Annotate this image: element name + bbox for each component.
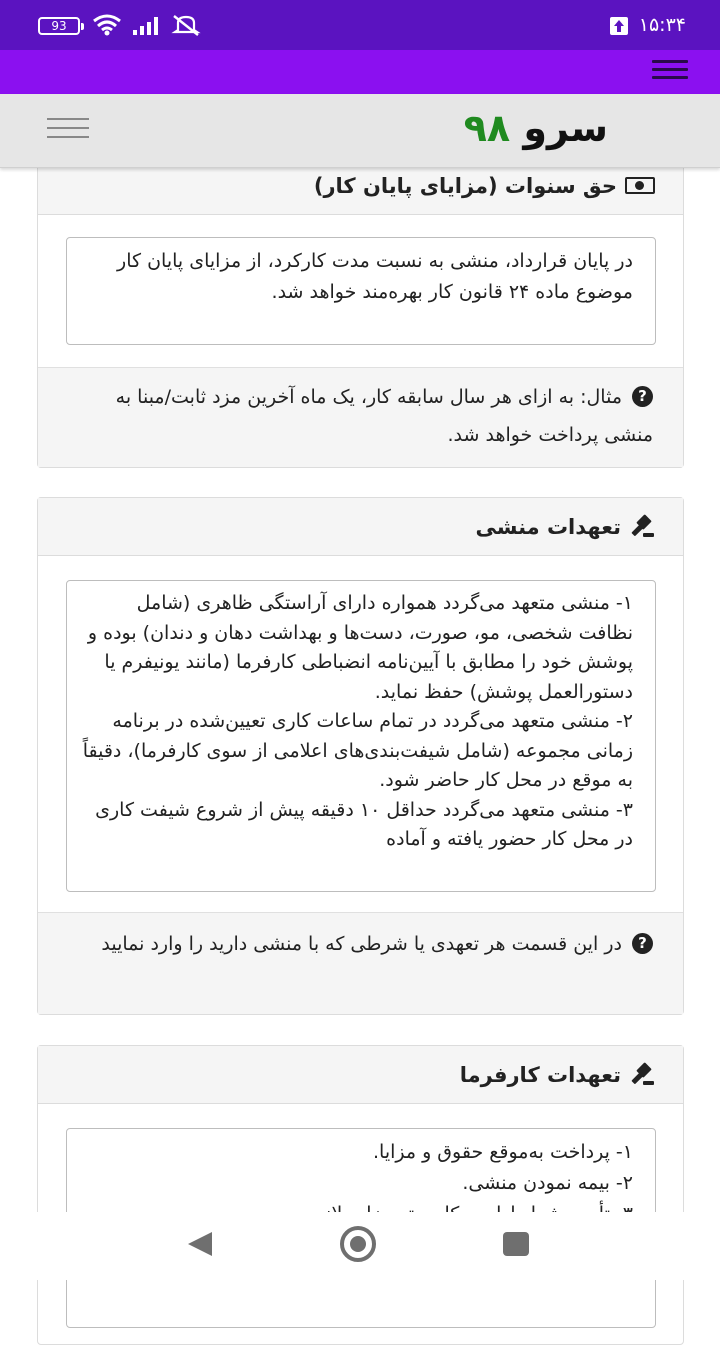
hamburger-menu-icon[interactable] bbox=[652, 60, 688, 82]
top-nav-bar bbox=[0, 50, 720, 94]
battery-icon: 93 bbox=[38, 17, 80, 35]
home-icon[interactable] bbox=[340, 1226, 376, 1262]
main-content bbox=[0, 168, 720, 1212]
mute-icon bbox=[170, 14, 202, 36]
severance-card bbox=[37, 148, 684, 468]
employer-obligations-textarea[interactable]: ۱- پرداخت به‌موقع حقوق و مزایا. ۲- بیمه نمودن منشی. bbox=[66, 1128, 656, 1328]
gavel-icon bbox=[629, 1063, 655, 1087]
hint-text: در این قسمت هر تعهدی یا شرطی که با منشی دارید را وارد نمایید bbox=[101, 933, 622, 955]
card-header bbox=[38, 498, 683, 556]
hint-text: مثال: به ازای هر سال سابقه کار، یک ماه آخرین مزد ثابت/مبنا به منشی پرداخت خواهد شد. bbox=[115, 386, 653, 446]
upload-icon bbox=[610, 17, 628, 35]
card-body bbox=[38, 215, 683, 367]
question-circle-icon: ? bbox=[632, 933, 653, 954]
site-logo[interactable] bbox=[464, 106, 608, 150]
clock: ۱۵:۳۴ bbox=[638, 14, 686, 36]
signal-icon bbox=[131, 14, 163, 36]
card-hint bbox=[38, 367, 683, 467]
status-bar bbox=[0, 0, 720, 50]
employer-obligations-card bbox=[37, 1045, 684, 1345]
question-circle-icon: ? bbox=[632, 386, 653, 407]
recent-apps-icon[interactable] bbox=[503, 1232, 529, 1256]
card-hint bbox=[38, 912, 683, 1014]
secretary-obligations-textarea[interactable]: ۱- منشی متعهد می‌گردد همواره دارای آراستگی ظاهری (شامل نظافت شخصی، مو، صورت، دست‌ها و بهداشت دهان و دندان) بوده و پوشش خود را مطابق با آیین‌نامه انضباطی کارفرما (مانند یونیفرم یا دستورالعمل پوشش) حفظ نماید. ۲- منشی متعهد می‌گردد در تمام ساعات کاری تعیین‌شده در برنامه زمانی مجموعه (شامل شیفت‌بندی‌های اعلامی از سوی کارفرما)، دقیقاً به موقع در محل کار حاضر شود. ۳- منشی متعهد می‌گردد حداقل ۱۰ دقیقه پیش از شروع شیفت کاری در محل کار حضور یافته و آماده bbox=[66, 580, 656, 892]
card-title: تعهدات منشی bbox=[475, 514, 621, 539]
severance-textarea[interactable]: در پایان قرارداد، منشی به نسبت مدت کارکرد، از مزایای پایان کار موضوع ماده ۲۴ قانون کار بهره‌مند خواهد شد. bbox=[66, 237, 656, 345]
logo-number: ۹۸ bbox=[463, 106, 511, 150]
back-icon[interactable] bbox=[188, 1232, 212, 1256]
secretary-obligations-card bbox=[37, 497, 684, 1015]
card-header bbox=[38, 1046, 683, 1104]
system-navigation-bar bbox=[0, 1212, 720, 1280]
card-title: تعهدات کارفرما bbox=[459, 1062, 621, 1087]
logo-word: سرو bbox=[523, 106, 608, 150]
card-title: حق سنوات (مزایای پایان کار) bbox=[313, 173, 617, 198]
site-header bbox=[0, 94, 720, 168]
card-body bbox=[38, 556, 683, 912]
gavel-icon bbox=[629, 515, 655, 539]
sidebar-toggle-icon[interactable] bbox=[47, 118, 89, 140]
wifi-icon bbox=[92, 14, 122, 36]
money-icon bbox=[625, 177, 655, 194]
